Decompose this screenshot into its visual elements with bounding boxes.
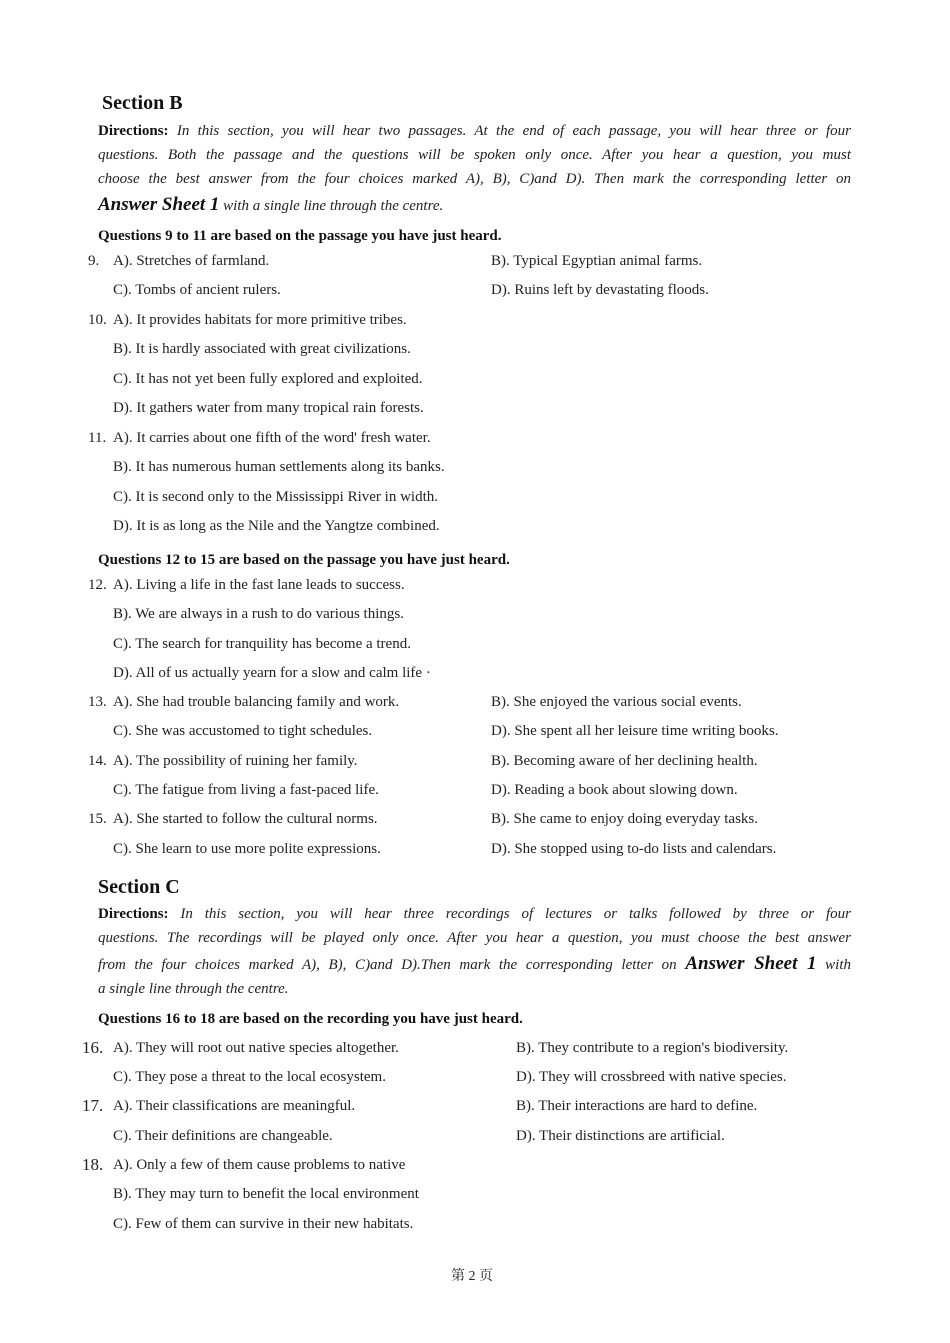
section-c-directions-line-4: [98, 980, 851, 998]
question-9-number: 9.: [88, 253, 100, 269]
section-c-answer-sheet: Answer Sheet 1: [685, 953, 817, 974]
question-12-option-a: A). Living a life in the fast lane leads to success.: [113, 577, 405, 593]
question-15-option-d: D). She stopped using to-do lists and calendars.: [491, 841, 777, 857]
question-10-number: 10.: [88, 312, 107, 328]
section-c-directions-text-4: a single line through the centre.: [98, 981, 289, 997]
question-16-number: 16.: [82, 1038, 104, 1057]
question-17-option-c: C). Their definitions are changeable.: [113, 1128, 333, 1144]
question-12-option-b: B). We are always in a rush to do various things.: [113, 606, 404, 622]
section-b-directions-line-4: [98, 196, 851, 215]
group-9-11-header: Questions 9 to 11 are based on the passage you have just heard.: [98, 228, 502, 244]
question-10-option-c: C). It has not yet been fully explored and exploited.: [113, 371, 423, 387]
section-b-directions-line-2: [98, 146, 851, 164]
question-13-option-a: A). She had trouble balancing family and work.: [113, 694, 400, 710]
question-14-option-b: B). Becoming aware of her declining health.: [491, 753, 758, 769]
question-10-option-d: D). It gathers water from many tropical rain forests.: [113, 400, 424, 416]
question-12-number: 12.: [88, 577, 107, 593]
question-14-option-a: A). The possibility of ruining her family.: [113, 753, 358, 769]
section-c-directions-label: Directions:: [98, 906, 169, 922]
question-18-option-a: A). Only a few of them cause problems to native: [113, 1157, 406, 1173]
question-11-option-c: C). It is second only to the Mississippi River in width.: [113, 489, 438, 505]
section-c-directions-text-1: In this section, you will hear three recordings of lectures or talks followed by three or four: [180, 906, 851, 922]
question-15-option-b: B). She came to enjoy doing everyday tasks.: [491, 811, 759, 827]
section-b-directions-text-2: questions. Both the passage and the questions will be spoken only once. After you hear a question, you must: [98, 147, 851, 163]
question-18-number: 18.: [82, 1155, 104, 1174]
question-15-option-c: C). She learn to use more polite expressions.: [113, 841, 381, 857]
question-13-option-b: B). She enjoyed the various social events.: [491, 694, 742, 710]
section-b-directions-text-1: In this section, you will hear two passages. At the end of each passage, you will hear three or four: [176, 123, 852, 139]
question-13-option-c: C). She was accustomed to tight schedules.: [113, 723, 373, 739]
question-15-option-a: A). She started to follow the cultural norms.: [113, 811, 378, 827]
page-number: 第 2 页: [451, 1269, 493, 1284]
section-b-directions-line-3: [98, 170, 851, 188]
question-11-option-a: A). It carries about one fifth of the word' fresh water.: [113, 430, 431, 446]
question-18-option-b: B). They may turn to benefit the local environment: [113, 1186, 419, 1202]
question-12-option-d: D). All of us actually yearn for a slow and calm life ·: [113, 665, 431, 681]
section-c-title: Section C: [98, 876, 180, 898]
question-9-option-b: B). Typical Egyptian animal farms.: [491, 253, 703, 269]
question-17-number: 17.: [82, 1096, 104, 1115]
question-13-option-d: D). She spent all her leisure time writing books.: [491, 723, 779, 739]
question-16-option-c: C). They pose a threat to the local ecosystem.: [113, 1069, 386, 1085]
section-b-answer-sheet: Answer Sheet 1: [98, 194, 220, 215]
question-16-option-a: A). They will root out native species altogether.: [113, 1040, 399, 1056]
question-13-number: 13.: [88, 694, 107, 710]
question-9-option-c: C). Tombs of ancient rulers.: [113, 282, 281, 298]
group-16-18-header: Questions 16 to 18 are based on the recording you have just heard.: [98, 1011, 523, 1027]
question-16-option-d: D). They will crossbreed with native species.: [516, 1069, 787, 1085]
question-14-option-c: C). The fatigue from living a fast-paced life.: [113, 782, 379, 798]
question-11-option-d: D). It is as long as the Nile and the Yangtze combined.: [113, 518, 440, 534]
question-17-option-d: D). Their distinctions are artificial.: [516, 1128, 725, 1144]
question-10-option-a: A). It provides habitats for more primitive tribes.: [113, 312, 407, 328]
section-b-title: Section B: [102, 92, 183, 114]
section-c-directions-text-2: questions. The recordings will be played only once. After you hear a question, you must choose the best answer: [98, 930, 851, 946]
question-14-number: 14.: [88, 753, 107, 769]
section-b-directions-line-1: [98, 122, 851, 140]
section-b-directions-label: Directions:: [98, 123, 169, 139]
question-15-number: 15.: [88, 811, 107, 827]
section-b-directions-text-4: with a single line through the centre.: [223, 198, 444, 214]
section-c-directions-text-3: from the four choices marked A), B), C)and D).Then mark the corresponding letter on: [98, 957, 677, 973]
question-11-option-b: B). It has numerous human settlements along its banks.: [113, 459, 445, 475]
section-c-directions-line-3: [98, 955, 851, 974]
section-b-directions-text-3: choose the best answer from the four choices marked A), B), C)and D). Then mark the corresponding letter on: [98, 171, 851, 187]
section-c-directions-line-1: [98, 905, 851, 923]
question-18-option-c: C). Few of them can survive in their new habitats.: [113, 1216, 414, 1232]
question-12-option-c: C). The search for tranquility has become a trend.: [113, 636, 411, 652]
section-c-directions-text-3-tail: with: [825, 957, 851, 973]
question-17-option-a: A). Their classifications are meaningful.: [113, 1098, 356, 1114]
question-17-option-b: B). Their interactions are hard to define.: [516, 1098, 758, 1114]
question-16-option-b: B). They contribute to a region's biodiversity.: [516, 1040, 789, 1056]
question-11-number: 11.: [88, 430, 107, 446]
section-c-directions-line-2: [98, 929, 851, 947]
question-9-option-d: D). Ruins left by devastating floods.: [491, 282, 709, 298]
question-14-option-d: D). Reading a book about slowing down.: [491, 782, 738, 798]
question-9-option-a: A). Stretches of farmland.: [113, 253, 270, 269]
group-12-15-header: Questions 12 to 15 are based on the passage you have just heard.: [98, 552, 510, 568]
question-10-option-b: B). It is hardly associated with great civilizations.: [113, 341, 411, 357]
